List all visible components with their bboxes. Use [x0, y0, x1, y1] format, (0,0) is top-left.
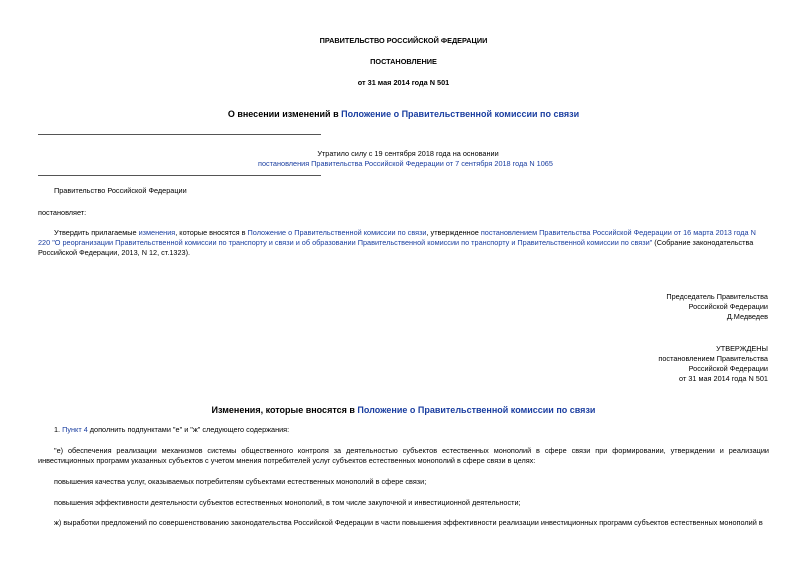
item-1	[54, 425, 289, 435]
notice-line: Утратило силу с 19 сентября 2018 года на основании	[317, 149, 499, 158]
header-government: ПРАВИТЕЛЬСТВО РОССИЙСКОЙ ФЕДЕРАЦИИ	[319, 36, 488, 45]
changes-title-prefix: Изменения, которые вносятся в	[211, 405, 358, 415]
approved-date: от 31 мая 2014 года N 501	[679, 374, 768, 383]
decree-220-link[interactable]: постановлением Правительства Российской Федерации от 16 марта 2013 года N 220 "О реорганизации Правительственной комиссии по транспорту и связи и об образовании Правительственной комиссии по транспорту и Правительственной комиссии по связи"	[38, 228, 756, 247]
p3-text-a: Утвердить прилагаемые	[54, 228, 139, 237]
subitem-zh: ж) выработки предложений по совершенствованию законодательства Российской Федерации в части повышения эффективности реализации инвестиционных программ субъектов естественных монополий в	[54, 518, 763, 527]
p3-text-b: , которые вносятся в	[175, 228, 248, 237]
signature-country: Российской Федерации	[688, 302, 768, 311]
document-title	[0, 109, 807, 120]
item-4-link[interactable]: Пункт 4	[62, 425, 88, 434]
item1-num: 1.	[54, 425, 63, 434]
body-paragraph	[38, 228, 769, 258]
subitem-e-point-1: повышения качества услуг, оказываемых потребителям субъектами естественных монополий в сфере связи;	[54, 477, 427, 486]
approved-heading: УТВЕРЖДЕНЫ	[716, 344, 768, 353]
header-resolution: ПОСТАНОВЛЕНИЕ	[370, 57, 437, 66]
body-resolves: постановляет:	[38, 208, 87, 217]
header-date: от 31 мая 2014 года N 501	[357, 78, 450, 87]
subitem-e: "е) обеспечения реализации механизмов системы общественного контроля за деятельностью субъектов естественных монополий в сфере связи при формировании, утверждении и реализации инвестиционных программ указанных субъектов с учетом мнения потребителей услуг субъектов естественных монополий в сфере связи в целях:	[38, 446, 769, 465]
notice-rule-bottom	[38, 175, 321, 176]
title-link[interactable]: Положение о Правительственной комиссии по связи	[341, 109, 580, 119]
p3-text-c: , утвержденное	[426, 228, 481, 237]
approved-by: постановлением Правительства	[658, 354, 768, 363]
body-government: Правительство Российской Федерации	[54, 186, 187, 195]
signature-title: Председатель Правительства	[666, 292, 768, 301]
approved-country: Российской Федерации	[688, 364, 768, 373]
item1-text: дополнить подпунктами "е" и "ж" следующего содержания:	[87, 425, 290, 434]
notice-link[interactable]: постановления Правительства Российской Федерации от 7 сентября 2018 года N 1065	[258, 159, 553, 168]
subitem-e-point-2: повышения эффективности деятельности субъектов естественных монополий, в том числе закупочной и инвестиционной деятельности;	[54, 498, 521, 507]
signature-name: Д.Медведев	[726, 312, 768, 321]
regulation-link[interactable]: Положение о Правительственной комиссии по связи	[247, 228, 427, 237]
notice-rule-top	[38, 134, 321, 135]
changes-title	[0, 405, 807, 416]
changes-link[interactable]: изменения	[138, 228, 176, 237]
p3-text-d: (Собрание законодательства Российской Федерации, 2013, N 12, ст.1323).	[38, 238, 754, 257]
title-prefix: О внесении изменений в	[227, 109, 342, 119]
changes-title-link[interactable]: Положение о Правительственной комиссии по связи	[357, 405, 596, 415]
